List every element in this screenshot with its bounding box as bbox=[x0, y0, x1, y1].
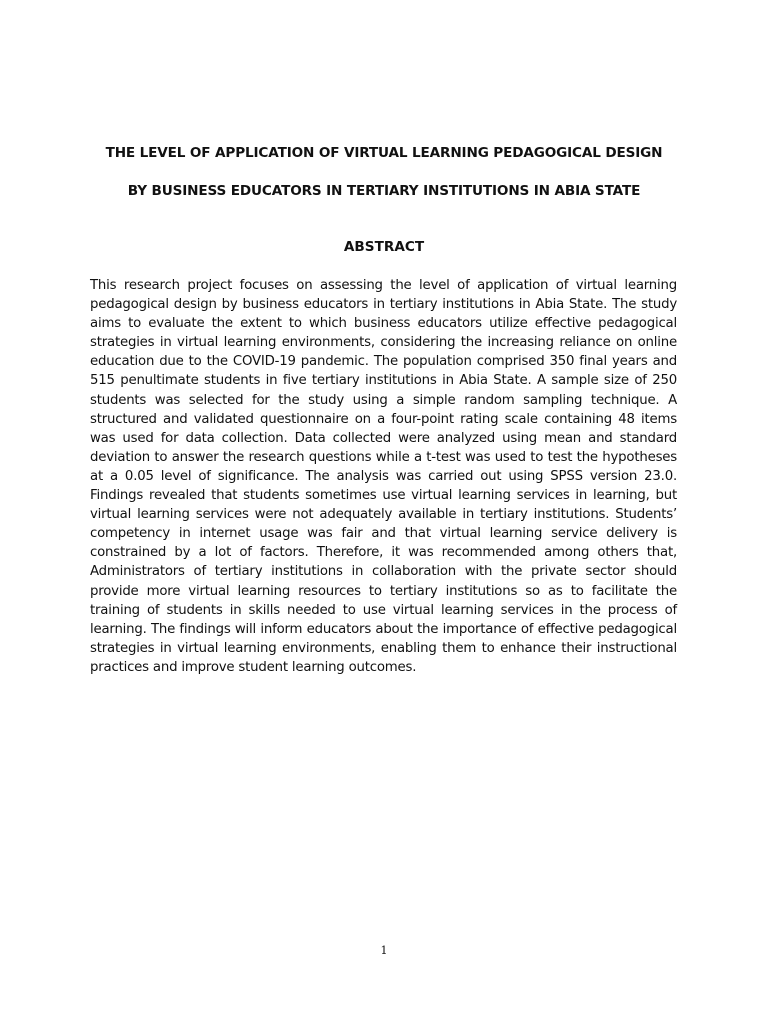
title-line-2: BY BUSINESS EDUCATORS IN TERTIARY INSTITUTIONS IN ABIA STATE bbox=[127, 183, 641, 199]
abstract-paragraph: This research project focuses on assessing the level of application of virtual learning pedagogical design by business educators in tertiary institutions in Abia State. The study aims to evaluate the extent to which business educators utilize effective pedagogical strategies in virtual learning environments, considering the increasing reliance on online education due to the COVID-19 pandemic. The population comprised 350 final years and 515 penultimate students in five tertiary institutions in Abia State. A sample size of 250 students was selected for the study using a simple random sampling technique. A structured and validated questionnaire on a four-point rating scale containing 48 items was used for data collection. Data collected were analyzed using mean and standard deviation to answer the research questions while a t-test was used to test the hypotheses at a 0.05 level of significance. The analysis was carried out using SPSS version 23.0. Findings revealed that students sometimes use virtual learning services in learning, but virtual learning services were not adequately available in tertiary institutions. Students’ competency in internet usage was fair and that virtual learning service delivery is constrained by a lot of factors. Therefore, it was recommended among others that, Administrators of tertiary institutions in collaboration with the private sector should provide more virtual learning resources to tertiary institutions so as to facilitate the training of students in skills needed to use virtual learning services in the process of learning. The findings will inform educators about the importance of effective pedagogical strategies in virtual learning environments, enabling them to enhance their instructional practices and improve student learning outcomes. bbox=[90, 278, 677, 675]
title-line-1: THE LEVEL OF APPLICATION OF VIRTUAL LEARNING PEDAGOGICAL DESIGN bbox=[105, 145, 663, 161]
abstract-heading: ABSTRACT bbox=[343, 239, 425, 255]
page-number: 1 bbox=[380, 944, 388, 957]
